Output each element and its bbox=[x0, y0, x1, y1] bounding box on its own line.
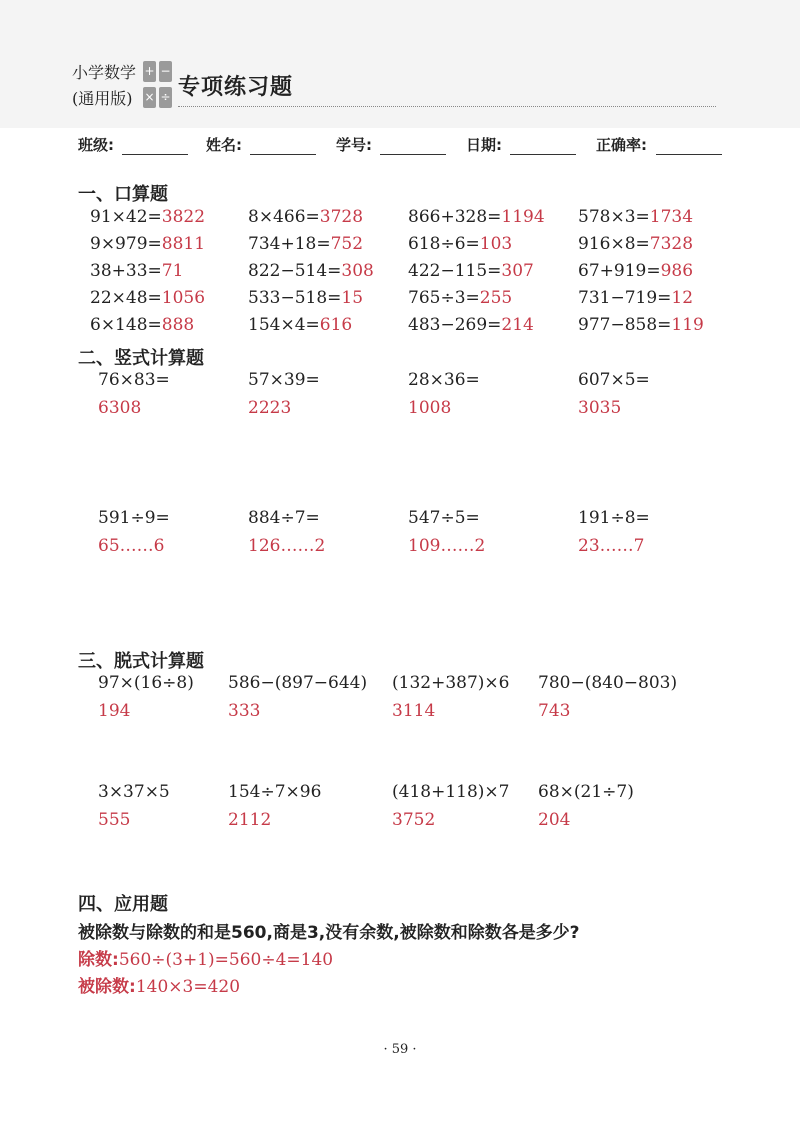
solution-label: 除数: bbox=[78, 950, 119, 970]
question: 578×3= bbox=[578, 207, 650, 227]
question: 822−514= bbox=[248, 261, 342, 281]
question: 6×148= bbox=[90, 315, 162, 335]
question: 91×42= bbox=[90, 207, 162, 227]
answer: 255 bbox=[479, 288, 513, 308]
answer: 119 bbox=[671, 315, 704, 335]
problem-item bbox=[90, 288, 205, 308]
question: 765÷3= bbox=[408, 288, 480, 308]
answer: 333 bbox=[228, 701, 261, 721]
answer: 3752 bbox=[392, 810, 436, 830]
answer: 126……2 bbox=[248, 536, 326, 556]
question: 68×(21÷7) bbox=[538, 782, 634, 802]
answer: 109……2 bbox=[408, 536, 486, 556]
answer: 7328 bbox=[649, 234, 694, 254]
answer: 8811 bbox=[161, 234, 206, 254]
answer: 888 bbox=[161, 315, 195, 335]
problem-item bbox=[248, 315, 352, 335]
question: (418+118)×7 bbox=[392, 782, 510, 802]
question: 22×48= bbox=[90, 288, 162, 308]
name-blank[interactable] bbox=[250, 154, 316, 155]
header-divider bbox=[178, 106, 716, 107]
answer: 3728 bbox=[319, 207, 364, 227]
divide-icon: ÷ bbox=[159, 87, 172, 108]
answer: 2223 bbox=[248, 398, 292, 418]
problem-item bbox=[248, 207, 363, 227]
question: 97×(16÷8) bbox=[98, 673, 194, 693]
answer: 616 bbox=[319, 315, 353, 335]
question: 731−719= bbox=[578, 288, 672, 308]
answer: 743 bbox=[538, 701, 571, 721]
minus-icon: − bbox=[159, 61, 172, 82]
solution-dividend bbox=[78, 972, 240, 997]
answer: 1734 bbox=[649, 207, 694, 227]
problem-item bbox=[408, 207, 545, 227]
answer: 103 bbox=[479, 234, 513, 254]
problem-item bbox=[578, 207, 693, 227]
answer: 2112 bbox=[228, 810, 272, 830]
problem-item bbox=[90, 207, 205, 227]
answer: 308 bbox=[341, 261, 374, 281]
word-problem-text: 被除数与除数的和是560,商是3,没有余数,被除数和除数各是多少? bbox=[78, 923, 580, 943]
answer: 214 bbox=[501, 315, 534, 335]
problem-item bbox=[408, 234, 512, 254]
answer: 6308 bbox=[98, 398, 142, 418]
section-3-title: 三、脱式计算题 bbox=[78, 651, 204, 672]
question: 57×39= bbox=[248, 370, 320, 390]
question: 586−(897−644) bbox=[228, 673, 368, 693]
question: 8×466= bbox=[248, 207, 320, 227]
solution-text: 560÷(3+1)=560÷4=140 bbox=[118, 950, 334, 970]
answer: 752 bbox=[330, 234, 364, 254]
section-4-title: 四、应用题 bbox=[78, 894, 168, 915]
solution-text: 140×3=420 bbox=[135, 977, 241, 997]
question: (132+387)×6 bbox=[392, 673, 510, 693]
question: 884÷7= bbox=[248, 508, 320, 528]
problem-item bbox=[248, 261, 374, 281]
problem-item bbox=[578, 234, 693, 254]
answer: 1194 bbox=[501, 207, 545, 227]
question: 76×83= bbox=[98, 370, 170, 390]
operator-badges bbox=[143, 61, 173, 111]
problem-item bbox=[408, 261, 534, 281]
question: 191÷8= bbox=[578, 508, 650, 528]
question: 38+33= bbox=[90, 261, 162, 281]
question: 3×37×5 bbox=[98, 782, 170, 802]
problem-item bbox=[408, 288, 512, 308]
page-number: · 59 · bbox=[383, 1042, 417, 1057]
problem-item bbox=[578, 288, 693, 308]
question: 734+18= bbox=[248, 234, 331, 254]
answer: 23……7 bbox=[578, 536, 645, 556]
answer: 1056 bbox=[161, 288, 206, 308]
answer: 1008 bbox=[408, 398, 452, 418]
answer: 555 bbox=[98, 810, 131, 830]
solution-divisor bbox=[78, 945, 333, 970]
question: 422−115= bbox=[408, 261, 502, 281]
question: 916×8= bbox=[578, 234, 650, 254]
series-line-1: 小学数学 bbox=[72, 63, 137, 82]
accuracy-blank[interactable] bbox=[656, 154, 722, 155]
question: 28×36= bbox=[408, 370, 480, 390]
name-label: 姓名: bbox=[206, 136, 242, 154]
answer: 65……6 bbox=[98, 536, 165, 556]
answer: 71 bbox=[161, 261, 184, 281]
question: 607×5= bbox=[578, 370, 650, 390]
plus-icon: + bbox=[143, 61, 156, 82]
question: 977−858= bbox=[578, 315, 672, 335]
problem-item bbox=[578, 261, 693, 281]
answer: 3114 bbox=[392, 701, 436, 721]
problem-item bbox=[408, 315, 534, 335]
class-blank[interactable] bbox=[122, 154, 188, 155]
question: 67+919= bbox=[578, 261, 661, 281]
section-1-title: 一、口算题 bbox=[78, 184, 168, 205]
accuracy-label: 正确率: bbox=[596, 136, 647, 154]
problem-item bbox=[578, 315, 704, 335]
question: 591÷9= bbox=[98, 508, 170, 528]
book-series-title bbox=[72, 60, 136, 112]
answer: 15 bbox=[341, 288, 364, 308]
answer: 986 bbox=[660, 261, 694, 281]
student-id-blank[interactable] bbox=[380, 154, 446, 155]
question: 866+328= bbox=[408, 207, 502, 227]
times-icon: × bbox=[143, 87, 156, 108]
answer: 12 bbox=[671, 288, 694, 308]
student-id-label: 学号: bbox=[336, 136, 372, 154]
answer: 3822 bbox=[161, 207, 206, 227]
solution-label: 被除数: bbox=[78, 977, 136, 997]
answer: 204 bbox=[538, 810, 571, 830]
question: 9×979= bbox=[90, 234, 162, 254]
question: 533−518= bbox=[248, 288, 342, 308]
date-label: 日期: bbox=[466, 136, 502, 154]
question: 547÷5= bbox=[408, 508, 480, 528]
booklet-title: 专项练习题 bbox=[178, 75, 294, 100]
question: 780−(840−803) bbox=[538, 673, 678, 693]
problem-item bbox=[248, 288, 363, 308]
problem-item bbox=[90, 234, 205, 254]
problem-item bbox=[90, 315, 194, 335]
problem-item bbox=[90, 261, 183, 281]
question: 483−269= bbox=[408, 315, 502, 335]
question: 154×4= bbox=[248, 315, 320, 335]
question: 618÷6= bbox=[408, 234, 480, 254]
answer: 307 bbox=[501, 261, 534, 281]
answer: 3035 bbox=[578, 398, 622, 418]
date-blank[interactable] bbox=[510, 154, 576, 155]
class-label: 班级: bbox=[78, 136, 114, 154]
answer: 194 bbox=[98, 701, 131, 721]
problem-item bbox=[248, 234, 363, 254]
section-2-title: 二、竖式计算题 bbox=[78, 348, 204, 369]
series-line-2: (通用版) bbox=[72, 89, 133, 108]
question: 154÷7×96 bbox=[228, 782, 322, 802]
